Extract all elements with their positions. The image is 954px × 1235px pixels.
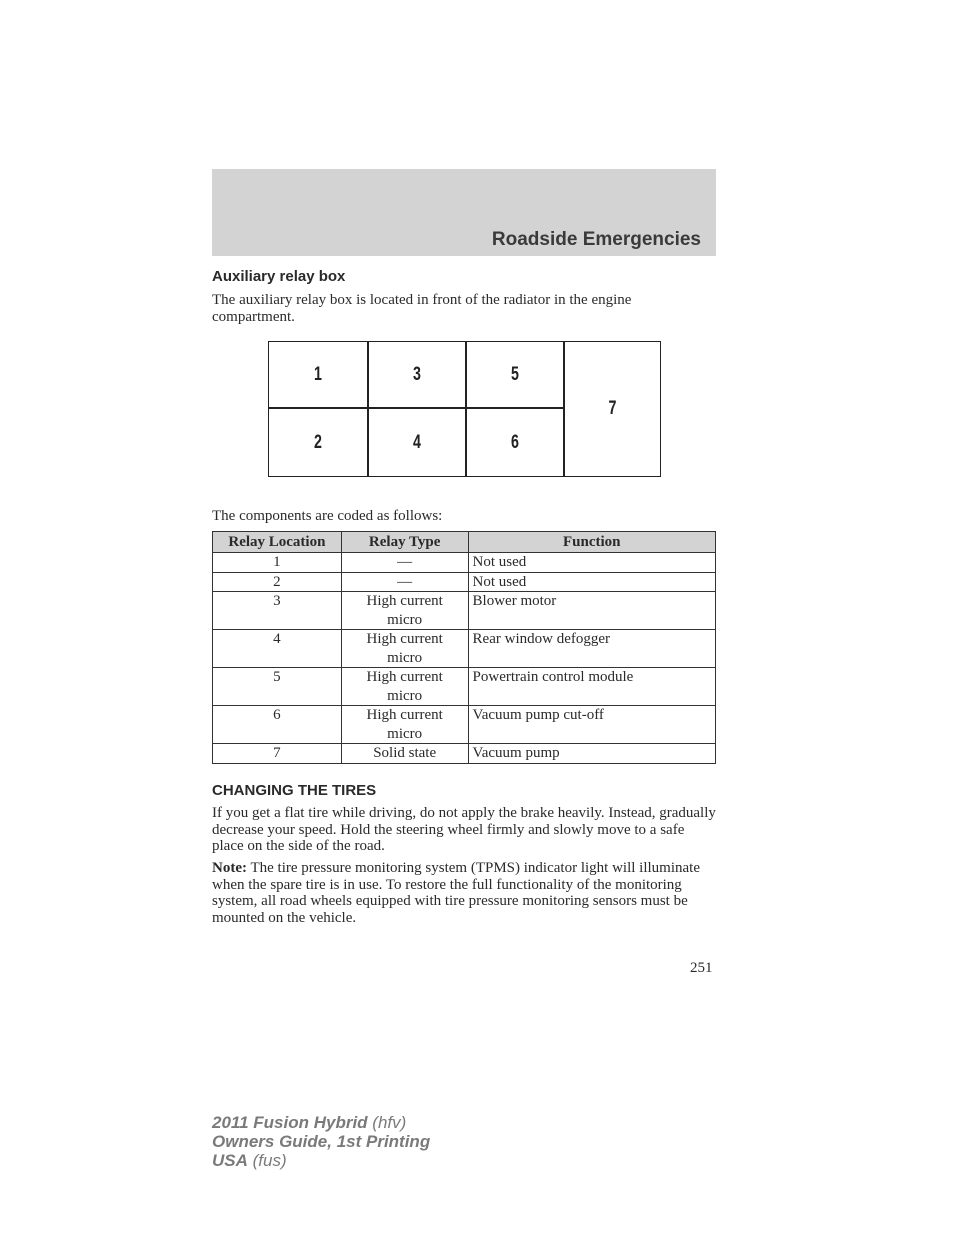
relay-type-line: High current (366, 669, 443, 685)
relay-location-cell: 2 (213, 572, 342, 592)
footer-line (212, 1151, 430, 1170)
footer-imprint (212, 1113, 430, 1170)
tpms-note (212, 860, 716, 926)
diagram-divider (367, 342, 369, 476)
relay-function-cell: Not used (468, 553, 715, 573)
relay-location-cell: 1 (213, 553, 342, 573)
relay-function-cell: Vacuum pump (468, 744, 715, 764)
changing-tires-paragraph: If you get a flat tire while driving, do not apply the brake heavily. Instead, gradually decrease your speed. Hold the steering wheel firmly and slowly move to a safe place on the side of the road. (212, 805, 716, 854)
relay-type-cell: Solid state (341, 744, 468, 764)
table-row (213, 592, 716, 630)
relay-function-cell: Blower motor (468, 592, 715, 630)
changing-tires-heading: CHANGING THE TIRES (212, 782, 377, 799)
diagram-divider (563, 342, 565, 476)
relay-type-cell (341, 630, 468, 668)
relay-type-line: micro (387, 649, 423, 666)
column-header-location: Relay Location (213, 532, 342, 553)
relay-type-cell: — (341, 553, 468, 573)
table-row (213, 630, 716, 668)
header-band (212, 169, 716, 256)
footer-edition: Owners Guide, 1st Printing (212, 1132, 431, 1151)
table-row (213, 706, 716, 744)
relay-location-cell: 6 (213, 706, 342, 744)
table-row (213, 553, 716, 573)
relay-type-cell: — (341, 572, 468, 592)
column-header-type: Relay Type (341, 532, 468, 553)
section-title: Roadside Emergencies (491, 229, 701, 250)
diagram-divider (465, 342, 467, 476)
relay-type-line: micro (387, 611, 423, 628)
relay-function-cell: Powertrain control module (468, 668, 715, 706)
relay-type-line: High current (366, 593, 443, 609)
footer-market-code: (fus) (247, 1151, 287, 1170)
note-label: Note: (212, 860, 247, 876)
footer-market: USA (212, 1151, 248, 1170)
relay-type-line: High current (366, 707, 443, 723)
relay-cell-6: 6 (511, 431, 519, 453)
relay-location-cell: 3 (213, 592, 342, 630)
table-row (213, 572, 716, 592)
relay-cell-7: 7 (608, 398, 617, 419)
relay-function-cell: Rear window defogger (468, 630, 715, 668)
relay-location-cell: 4 (213, 630, 342, 668)
relay-type-cell (341, 592, 468, 630)
footer-line (212, 1132, 430, 1151)
relay-type-line: micro (387, 725, 423, 742)
footer-line (212, 1113, 430, 1132)
relay-cell-4: 4 (413, 431, 421, 453)
relay-box-heading: Auxiliary relay box (212, 268, 346, 285)
note-text: The tire pressure monitoring system (TPMS) indicator light will illuminate when the spare tire is in use. To restore the full functionality of the monitoring system, all road wheels equipped with tire pressure monitoring sensors must be mounted on the vehicle. (212, 860, 700, 926)
table-header-row (213, 532, 716, 553)
page-number: 251 (690, 960, 713, 976)
footer-model: 2011 Fusion Hybrid (212, 1113, 368, 1132)
relay-box-diagram (268, 341, 661, 477)
relay-cell-3: 3 (413, 363, 421, 385)
relay-type-cell (341, 706, 468, 744)
relay-location-cell: 5 (213, 668, 342, 706)
relay-table (212, 531, 716, 764)
relay-function-cell: Not used (468, 572, 715, 592)
relay-function-cell: Vacuum pump cut-off (468, 706, 715, 744)
relay-box-description: The auxiliary relay box is located in front of the radiator in the engine compartment. (212, 292, 632, 325)
relay-type-line: micro (387, 687, 423, 704)
relay-location-cell: 7 (213, 744, 342, 764)
relay-cell-1: 1 (314, 363, 322, 385)
relay-cell-2: 2 (314, 431, 322, 453)
table-intro: The components are coded as follows: (212, 508, 443, 524)
table-row (213, 744, 716, 764)
relay-type-line: High current (366, 631, 443, 647)
table-row (213, 668, 716, 706)
relay-cell-5: 5 (511, 363, 519, 385)
relay-type-cell (341, 668, 468, 706)
column-header-function: Function (468, 532, 715, 553)
footer-model-code: (hfv) (367, 1113, 407, 1132)
